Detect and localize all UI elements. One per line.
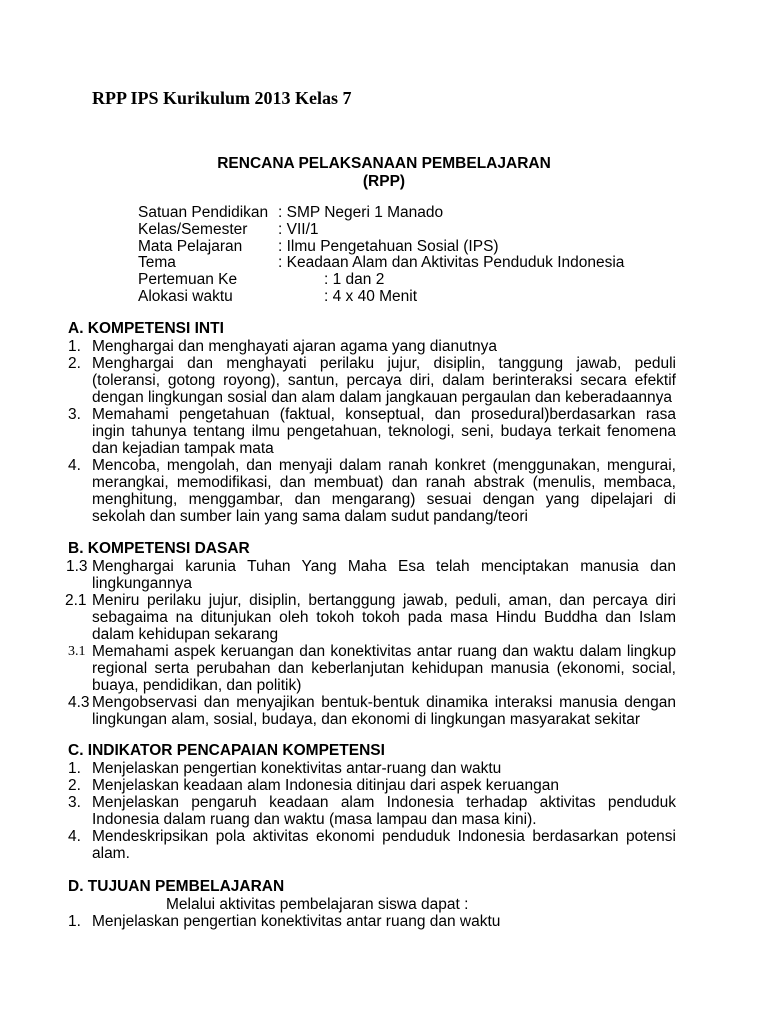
list-item (68, 558, 676, 592)
item-text: Memahami pengetahuan (faktual, konseptual, dan prosedural)berdasarkan rasa ingin tahunya tentang ilmu pengetahuan, teknologi, seni, budaya terkait fenomena dan kejadian tampak mata (92, 406, 676, 457)
item-text: Meniru perilaku jujur, disiplin, bertanggung jawab, peduli, aman, dan percaya diri sebagaima na ditunjukan oleh tokoh tokoh pada masa Hindu Buddha dan Islam dalam kehidupan sekarang (92, 592, 676, 643)
identity-label: Tema (138, 254, 176, 272)
item-number: 4.3 (68, 694, 90, 711)
item-number: 2. (68, 777, 81, 794)
item-text: Memahami aspek keruangan dan konektivitas antar ruang dan waktu dalam lingkup regional serta perubahan dan keberlanjutan kehidupan manusia (ekonomi, social, buaya, pendidikan, dan politik) (92, 643, 676, 694)
document-title (0, 155, 768, 191)
list-item (68, 355, 676, 406)
section-kompetensi-dasar (65, 540, 676, 728)
section-title: B. KOMPETENSI DASAR (68, 540, 250, 557)
item-text: Mendeskripsikan pola aktivitas ekonomi penduduk Indonesia berdasarkan potensi alam. (92, 828, 676, 862)
identity-label: Alokasi waktu (138, 287, 233, 305)
identity-value: : 1 dan 2 (324, 271, 385, 289)
identity-value: : Ilmu Pengetahuan Sosial (IPS) (278, 237, 499, 255)
title-line-1: RENCANA PELAKSANAAN PEMBELAJARAN (217, 155, 551, 172)
item-number: 4. (68, 457, 81, 474)
list-item (68, 828, 676, 862)
identity-value: : SMP Negeri 1 Manado (278, 204, 444, 221)
identity-value: : 4 x 40 Menit (324, 287, 418, 305)
item-text: Menghargai dan menghayati perilaku jujur, disiplin, tanggung jawab, peduli (toleransi, gotong royong), santun, percaya diri, dalam berinteraksi secara efektif dengan lingkungan sosial dan alam dalam jangkauan pergaulan dan keberadaannya (92, 355, 676, 406)
item-number: 1.3 (66, 558, 88, 575)
list-item (68, 760, 676, 777)
identity-label: Kelas/Semester (138, 220, 248, 238)
item-number: 3. (68, 794, 81, 811)
identity-value: : Keadaan Alam dan Aktivitas Penduduk Indonesia (278, 254, 625, 272)
item-text: Menjelaskan pengertian konektivitas antar-ruang dan waktu (92, 760, 502, 777)
identity-value: : VII/1 (278, 220, 319, 238)
item-number: 1. (68, 913, 81, 930)
document-header: RPP IPS Kurikulum 2013 Kelas 7 (92, 88, 352, 108)
item-number: 4. (68, 828, 81, 845)
title-line-2: (RPP) (362, 173, 406, 190)
identity-label: Mata Pelajaran (138, 237, 243, 255)
list-item (65, 592, 676, 643)
list-item (68, 643, 676, 694)
list-item (68, 338, 676, 355)
list-item (68, 457, 676, 525)
identity-label: Satuan Pendidikan (138, 204, 269, 221)
item-text: Menghargai dan menghayati ajaran agama yang dianutnya (92, 338, 498, 355)
item-number: 1. (68, 760, 81, 777)
list-item (68, 794, 676, 828)
item-text: Menjelaskan keadaan alam Indonesia ditinjau dari aspek keruangan (92, 777, 560, 794)
section-title: C. INDIKATOR PENCAPAIAN KOMPETENSI (68, 742, 385, 759)
item-text: Menjelaskan pengertian konektivitas antar ruang dan waktu (92, 913, 501, 930)
item-number: 3. (68, 406, 81, 423)
item-number: 2. (68, 355, 81, 372)
list-item (68, 406, 676, 457)
section-title: D. TUJUAN PEMBELAJARAN (68, 878, 285, 895)
item-number: 3.1 (68, 644, 86, 659)
section-indikator (68, 742, 676, 862)
item-number: 1. (68, 338, 81, 355)
item-text: Menghargai karunia Tuhan Yang Maha Esa telah menciptakan manusia dan lingkungannya (92, 558, 676, 592)
item-text: Mencoba, mengolah, dan menyaji dalam ranah konkret (menggunakan, mengurai, merangkai, memodifikasi, dan membuat) dan ranah abstrak (menulis, membaca, menghitung, menggambar, dan mengarang) sesuai dengan yang dipelajari di sekolah dan sumber lain yang sama dalam sudut pandang/teori (92, 457, 676, 525)
item-text: Mengobservasi dan menyajikan bentuk-bentuk dinamika interaksi manusia dengan lingkungan alam, sosial, budaya, dan ekonomi di lingkungan masyarakat sekitar (92, 694, 676, 728)
section-tujuan (68, 878, 676, 930)
item-number: 2.1 (65, 592, 87, 609)
identity-label: Pertemuan Ke (138, 271, 238, 289)
section-title: A. KOMPETENSI INTI (68, 320, 224, 337)
section-intro: Melalui aktivitas pembelajaran siswa dapat : (166, 896, 469, 913)
list-item (68, 694, 676, 728)
list-item (68, 913, 676, 930)
list-item (68, 777, 676, 794)
item-text: Menjelaskan pengaruh keadaan alam Indonesia terhadap aktivitas penduduk Indonesia dalam ruang dan waktu (masa lampau dan masa kini). (92, 794, 676, 828)
section-kompetensi-inti (68, 320, 676, 525)
